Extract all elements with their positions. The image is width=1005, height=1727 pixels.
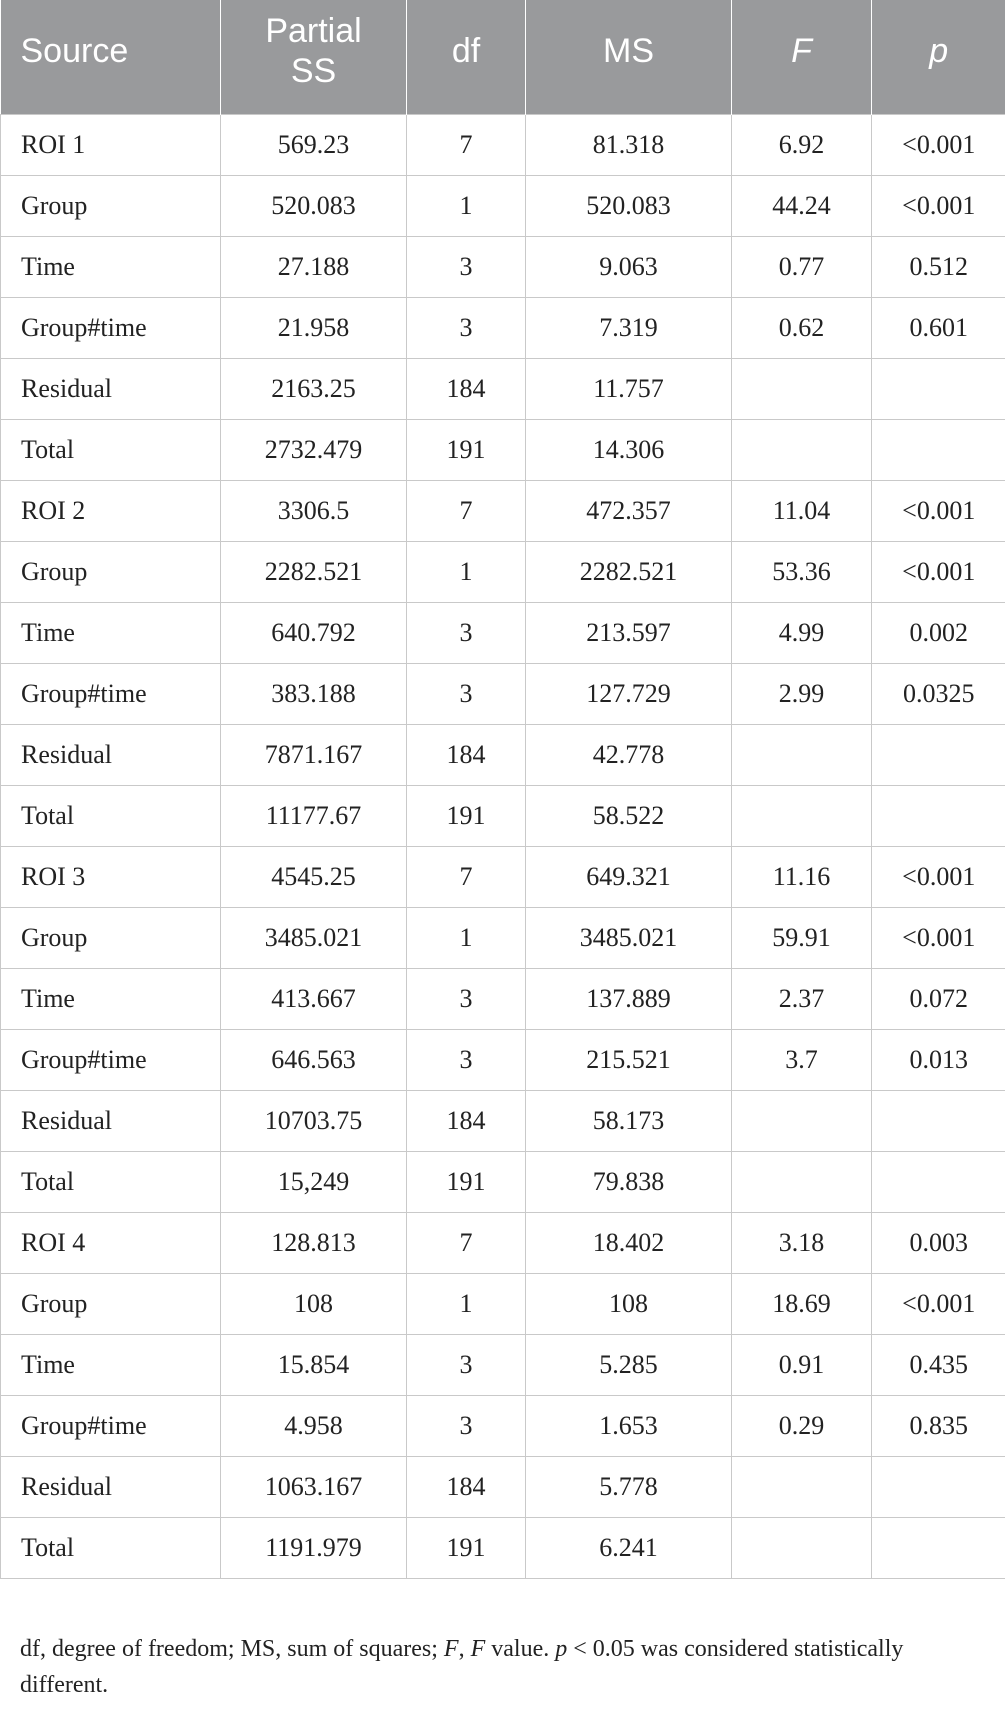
cell-df: 3 — [407, 297, 526, 358]
cell-partial-ss: 569.23 — [221, 114, 407, 175]
cell-source: Time — [1, 1334, 221, 1395]
header-f — [732, 0, 872, 114]
header-label-line2: SS — [290, 51, 337, 90]
cell-p: 0.512 — [872, 236, 1005, 297]
cell-ms: 42.778 — [526, 724, 732, 785]
footnote-f-def: value. — [485, 1636, 556, 1662]
table-row — [1, 541, 1005, 602]
cell-ms: 213.597 — [526, 602, 732, 663]
cell-ms: 649.321 — [526, 846, 732, 907]
cell-source: Time — [1, 602, 221, 663]
cell-f: 3.7 — [732, 1029, 872, 1090]
cell-source: Group — [1, 541, 221, 602]
header-ms — [526, 0, 732, 114]
cell-f — [732, 1456, 872, 1517]
cell-f: 6.92 — [732, 114, 872, 175]
cell-partial-ss: 3485.021 — [221, 907, 407, 968]
cell-ms: 58.522 — [526, 785, 732, 846]
cell-df: 3 — [407, 968, 526, 1029]
table-row — [1, 1334, 1005, 1395]
footnote-df-def: , degree of freedom; — [40, 1636, 241, 1662]
header-label: Source — [20, 31, 129, 70]
cell-p: 0.003 — [872, 1212, 1005, 1273]
table-row — [1, 602, 1005, 663]
cell-partial-ss: 10703.75 — [221, 1090, 407, 1151]
cell-f — [732, 358, 872, 419]
cell-source: Group#time — [1, 1029, 221, 1090]
cell-df: 1 — [407, 1273, 526, 1334]
footnote-p-def: < 0.05 was considered statistically different. — [20, 1636, 904, 1698]
cell-df: 3 — [407, 663, 526, 724]
cell-df: 7 — [407, 480, 526, 541]
cell-source: Group — [1, 175, 221, 236]
cell-partial-ss: 640.792 — [221, 602, 407, 663]
table-header — [1, 0, 1005, 114]
cell-p — [872, 358, 1005, 419]
cell-source: ROI 1 — [1, 114, 221, 175]
cell-ms: 2282.521 — [526, 541, 732, 602]
table-row — [1, 1212, 1005, 1273]
table-row — [1, 846, 1005, 907]
cell-source: Total — [1, 419, 221, 480]
cell-ms: 5.285 — [526, 1334, 732, 1395]
cell-ms: 6.241 — [526, 1517, 732, 1578]
cell-source: Group#time — [1, 663, 221, 724]
cell-p — [872, 724, 1005, 785]
cell-partial-ss: 128.813 — [221, 1212, 407, 1273]
table-row — [1, 1273, 1005, 1334]
cell-source: ROI 4 — [1, 1212, 221, 1273]
cell-df: 191 — [407, 785, 526, 846]
cell-df: 3 — [407, 1334, 526, 1395]
cell-p: 0.835 — [872, 1395, 1005, 1456]
header-label: F — [791, 31, 812, 70]
header-source — [1, 0, 221, 114]
cell-f: 44.24 — [732, 175, 872, 236]
cell-partial-ss: 4.958 — [221, 1395, 407, 1456]
header-label: df — [451, 31, 481, 70]
cell-f: 11.04 — [732, 480, 872, 541]
header-label: p — [929, 31, 949, 70]
cell-p: 0.072 — [872, 968, 1005, 1029]
cell-p — [872, 1456, 1005, 1517]
cell-ms: 108 — [526, 1273, 732, 1334]
cell-ms: 472.357 — [526, 480, 732, 541]
cell-ms: 7.319 — [526, 297, 732, 358]
cell-p — [872, 419, 1005, 480]
header-df — [407, 0, 526, 114]
header-label: Partial — [265, 11, 362, 50]
table-row — [1, 114, 1005, 175]
cell-partial-ss: 27.188 — [221, 236, 407, 297]
cell-partial-ss: 15.854 — [221, 1334, 407, 1395]
cell-partial-ss: 3306.5 — [221, 480, 407, 541]
cell-source: Time — [1, 236, 221, 297]
cell-ms: 137.889 — [526, 968, 732, 1029]
cell-p: <0.001 — [872, 1273, 1005, 1334]
cell-f — [732, 785, 872, 846]
table-row — [1, 968, 1005, 1029]
cell-source: Total — [1, 1151, 221, 1212]
table-row — [1, 663, 1005, 724]
cell-f: 0.62 — [732, 297, 872, 358]
cell-source: Group#time — [1, 297, 221, 358]
header-label: MS — [603, 31, 654, 70]
table-row — [1, 1090, 1005, 1151]
cell-p: <0.001 — [872, 480, 1005, 541]
cell-f — [732, 724, 872, 785]
cell-df: 1 — [407, 541, 526, 602]
cell-df: 191 — [407, 1151, 526, 1212]
cell-p: <0.001 — [872, 907, 1005, 968]
cell-p: 0.601 — [872, 297, 1005, 358]
cell-p — [872, 1151, 1005, 1212]
cell-ms: 1.653 — [526, 1395, 732, 1456]
cell-f: 0.29 — [732, 1395, 872, 1456]
cell-ms: 14.306 — [526, 419, 732, 480]
table-row — [1, 297, 1005, 358]
cell-df: 184 — [407, 724, 526, 785]
cell-p: 0.002 — [872, 602, 1005, 663]
cell-source: Residual — [1, 1090, 221, 1151]
cell-df: 184 — [407, 1090, 526, 1151]
table-row — [1, 1029, 1005, 1090]
cell-source: Residual — [1, 358, 221, 419]
table-row — [1, 785, 1005, 846]
cell-ms: 9.063 — [526, 236, 732, 297]
table-row — [1, 175, 1005, 236]
footnote-f-term: F — [443, 1636, 459, 1662]
cell-p: <0.001 — [872, 541, 1005, 602]
table-row — [1, 419, 1005, 480]
footnote-df-term: df — [20, 1636, 40, 1662]
header-p — [872, 0, 1005, 114]
cell-df: 7 — [407, 1212, 526, 1273]
cell-ms: 79.838 — [526, 1151, 732, 1212]
footnote-ms-term: MS — [240, 1636, 276, 1662]
cell-f — [732, 419, 872, 480]
cell-df: 1 — [407, 175, 526, 236]
cell-ms: 81.318 — [526, 114, 732, 175]
table-footnote — [20, 1631, 980, 1703]
table-row — [1, 1395, 1005, 1456]
cell-f — [732, 1090, 872, 1151]
cell-p — [872, 1517, 1005, 1578]
cell-f: 2.99 — [732, 663, 872, 724]
cell-source: ROI 3 — [1, 846, 221, 907]
cell-f: 18.69 — [732, 1273, 872, 1334]
cell-partial-ss: 7871.167 — [221, 724, 407, 785]
cell-partial-ss: 520.083 — [221, 175, 407, 236]
cell-source: Group#time — [1, 1395, 221, 1456]
cell-df: 184 — [407, 1456, 526, 1517]
table-body — [1, 114, 1005, 1578]
cell-ms: 127.729 — [526, 663, 732, 724]
cell-ms: 215.521 — [526, 1029, 732, 1090]
cell-p: 0.013 — [872, 1029, 1005, 1090]
cell-source: Residual — [1, 724, 221, 785]
table-row — [1, 358, 1005, 419]
header-row — [1, 0, 1005, 114]
cell-f — [732, 1151, 872, 1212]
cell-ms: 3485.021 — [526, 907, 732, 968]
cell-f: 11.16 — [732, 846, 872, 907]
cell-ms: 18.402 — [526, 1212, 732, 1273]
cell-source: Group — [1, 1273, 221, 1334]
footnote-f-sep: , — [458, 1636, 471, 1662]
cell-partial-ss: 4545.25 — [221, 846, 407, 907]
cell-df: 7 — [407, 846, 526, 907]
cell-partial-ss: 1063.167 — [221, 1456, 407, 1517]
table-row — [1, 1517, 1005, 1578]
cell-partial-ss: 413.667 — [221, 968, 407, 1029]
footnote-f-term-2: F — [470, 1636, 486, 1662]
cell-f: 0.77 — [732, 236, 872, 297]
table-row — [1, 724, 1005, 785]
cell-partial-ss: 2282.521 — [221, 541, 407, 602]
cell-f: 53.36 — [732, 541, 872, 602]
cell-partial-ss: 2732.479 — [221, 419, 407, 480]
cell-df: 191 — [407, 419, 526, 480]
cell-source: Time — [1, 968, 221, 1029]
table-row — [1, 1456, 1005, 1517]
cell-source: Total — [1, 1517, 221, 1578]
footnote-ms-def: , sum of squares; — [275, 1636, 444, 1662]
cell-source: Residual — [1, 1456, 221, 1517]
cell-p: 0.0325 — [872, 663, 1005, 724]
cell-df: 191 — [407, 1517, 526, 1578]
cell-df: 1 — [407, 907, 526, 968]
cell-p: <0.001 — [872, 175, 1005, 236]
cell-df: 3 — [407, 1029, 526, 1090]
cell-df: 184 — [407, 358, 526, 419]
cell-f: 59.91 — [732, 907, 872, 968]
table-row — [1, 1151, 1005, 1212]
cell-p: <0.001 — [872, 114, 1005, 175]
cell-source: Total — [1, 785, 221, 846]
cell-partial-ss: 21.958 — [221, 297, 407, 358]
cell-df: 3 — [407, 236, 526, 297]
footnote-p-term: p — [555, 1636, 568, 1662]
cell-p — [872, 1090, 1005, 1151]
cell-f — [732, 1517, 872, 1578]
cell-f: 4.99 — [732, 602, 872, 663]
cell-ms: 520.083 — [526, 175, 732, 236]
table-row — [1, 236, 1005, 297]
cell-ms: 58.173 — [526, 1090, 732, 1151]
cell-partial-ss: 1191.979 — [221, 1517, 407, 1578]
cell-source: Group — [1, 907, 221, 968]
cell-ms: 5.778 — [526, 1456, 732, 1517]
cell-df: 3 — [407, 1395, 526, 1456]
cell-p: 0.435 — [872, 1334, 1005, 1395]
cell-partial-ss: 11177.67 — [221, 785, 407, 846]
cell-df: 7 — [407, 114, 526, 175]
cell-f: 3.18 — [732, 1212, 872, 1273]
cell-partial-ss: 108 — [221, 1273, 407, 1334]
cell-f: 2.37 — [732, 968, 872, 1029]
cell-f: 0.91 — [732, 1334, 872, 1395]
cell-source: ROI 2 — [1, 480, 221, 541]
cell-p — [872, 785, 1005, 846]
cell-p: <0.001 — [872, 846, 1005, 907]
cell-partial-ss: 2163.25 — [221, 358, 407, 419]
cell-partial-ss: 15,249 — [221, 1151, 407, 1212]
header-partial-ss — [221, 0, 407, 114]
cell-df: 3 — [407, 602, 526, 663]
cell-partial-ss: 646.563 — [221, 1029, 407, 1090]
cell-partial-ss: 383.188 — [221, 663, 407, 724]
table-row — [1, 480, 1005, 541]
cell-ms: 11.757 — [526, 358, 732, 419]
table-row — [1, 907, 1005, 968]
